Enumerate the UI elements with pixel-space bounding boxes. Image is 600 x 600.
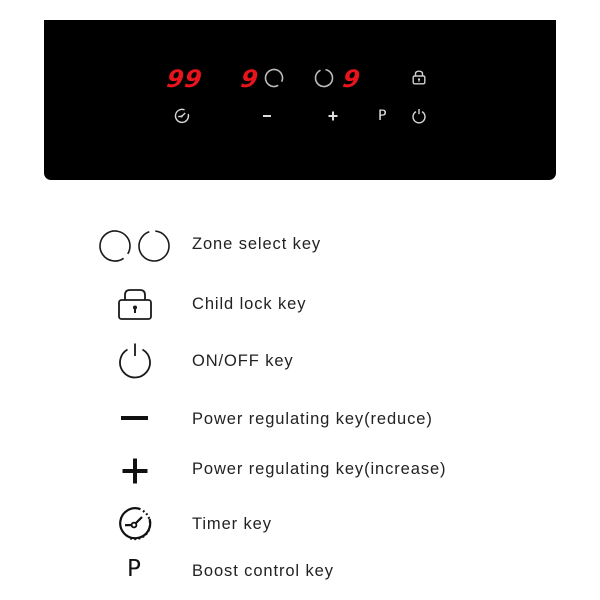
power-key-icon[interactable] [411,108,427,124]
timer-icon [117,506,153,542]
legend-row-boost [0,553,600,593]
legend-row-on-off [0,340,600,380]
cooktop-control-panel [44,20,556,180]
boost-key[interactable]: P [378,108,387,124]
zone-right-select-icon[interactable] [314,68,334,88]
legend-label: Power regulating key(increase) [192,460,447,478]
child-lock-icon[interactable] [412,70,426,85]
legend-label: Boost control key [192,562,334,580]
power-increase-key[interactable] [328,111,338,121]
legend-label: Zone select key [192,235,322,253]
legend-row-timer [0,503,600,543]
right-zone-power-display: 9 [341,65,363,93]
zone-select-icon [98,228,172,264]
zone-left-select-icon[interactable] [264,68,284,88]
plus-icon [122,458,148,484]
timer-key-icon[interactable] [174,108,190,124]
legend-row-child-lock [0,283,600,323]
legend-row-zone-select [0,225,600,265]
legend-label: ON/OFF key [192,352,294,370]
power-reduce-key[interactable] [263,115,271,117]
lock-icon [117,286,153,322]
legend-row-power-reduce [0,400,600,440]
power-icon [115,342,155,382]
minus-icon [121,416,148,420]
timer-display: 99 [165,65,205,93]
legend-label: Child lock key [192,295,307,313]
legend-label: Power regulating key(reduce) [192,410,433,428]
legend-row-power-increase [0,450,600,490]
legend-label: Timer key [192,515,272,533]
boost-icon: P [127,556,141,582]
left-zone-power-display: 9 [239,65,261,93]
